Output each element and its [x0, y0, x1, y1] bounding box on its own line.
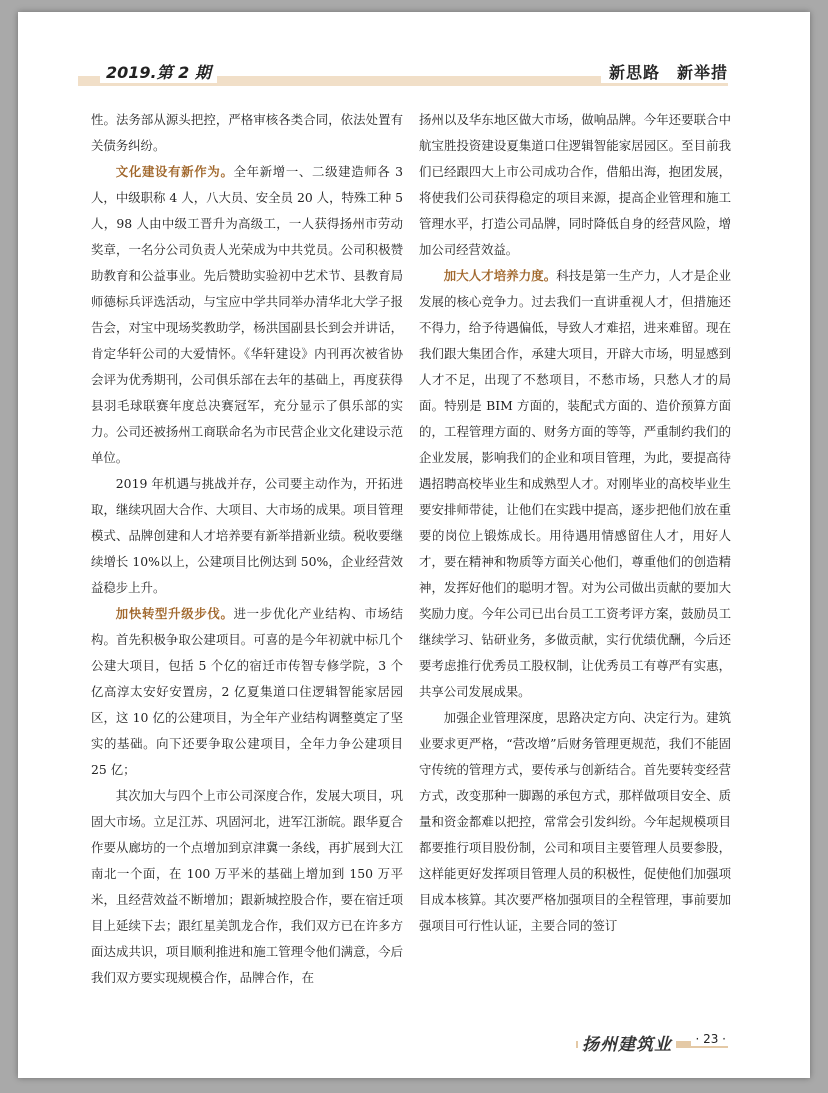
paragraph: [419, 263, 731, 705]
left-column: [91, 107, 403, 991]
issue-label: 2019.第 2 期: [100, 60, 217, 83]
paragraph: [91, 601, 403, 783]
paragraph-heading: 加大人才培养力度。: [443, 268, 557, 283]
paragraph-text: 科技是第一生产力，人才是企业发展的核心竞争力。过去我们一直讲重视人才，但措施还不得力，给予待遇偏低，导致人才难招，进来难留。现在我们跟大集团合作，承建大项目，开辟大市场，明显感到人才不足，出现了不愁项目，不愁市场，只愁人才的局面。特别是 BIM 方面的，装配式方面的、造价预算方面的，工程管理方面的、财务方面的等等，严重制约我们的企业发展，影响我们的企业和项目管理，为此，要提高待遇招聘高校毕业生和成熟型人才。对刚毕业的高校毕业生要安排师带徒，让他们在实践中提高，逐步把他们放在重要的岗位上锻炼成长。用待遇用情感留住人才，用好人才，要在精神和物质等方面关心他们，尊重他们的创造精神，发挥好他们的聪明才智。对为公司做出贡献的要加大奖励力度。今年公司已出台员工工资考评方案，鼓励员工继续学习、钻研业务，多做贡献，实行优绩优酬，今后还要考虑推行优秀员工股权制，让优秀员工有尊严有实惠，共享公司发展成果。: [419, 268, 732, 699]
paragraph-text: 全年新增一、二级建造师各 3 人，中级职称 4 人，八大员、安全员 20 人，特殊工种 5 人，98 人由中级工晋升为高级工，一人获得扬州市劳动奖章，一名分公司负责人光荣成为中共党员。公司积极赞助教育和公益事业。先后赞助实验初中艺术节、县教育局师德标兵评选活动，与宝应中学共同举办清华北大学子报告会，对宝中现场奖教助学，杨洪国副县长到会并讲话，肯定华轩公司的大爱情怀。《华轩建设》内刊再次被省协会评为优秀期刊，公司俱乐部在去年的基础上，再度获得县羽毛球联赛年度总决赛冠军，充分显示了俱乐部的实力。公司还被扬州工商联命名为市民营企业文化建设示范单位。: [91, 164, 404, 465]
paragraph-heading: 加快转型升级步伐。: [115, 606, 234, 621]
right-column: [419, 107, 731, 939]
page-number: · 23 ·: [691, 1032, 728, 1046]
paragraph: [419, 107, 731, 263]
paragraph: [91, 159, 403, 471]
paragraph-text: 扬州以及华东地区做大市场，做响品牌。今年还要联合中航宝胜投资建设夏集道口住逻辑智能家居园区。至目前我们已经跟四大上市公司成功合作，借船出海，抱团发展，将使我们公司获得稳定的项目来源，提高企业管理和施工管理水平，打造公司品牌，同时降低自身的经营风险，增加公司经营效益。: [419, 112, 731, 257]
magazine-logo: 扬州建筑业: [578, 1030, 676, 1055]
page-header: [78, 60, 728, 90]
paragraph-text: 性。法务部从源头把控，严格审核各类合同，依法处置有关债务纠纷。: [91, 112, 403, 153]
page-footer: [576, 1030, 728, 1055]
paragraph: [91, 471, 403, 601]
paragraph-text: 加强企业管理深度，思路决定方向、决定行为。建筑业要求更严格，“营改增”后财务管理更规范，我们不能固守传统的管理方式，要传承与创新结合。首先要转变经营方式，改变那种一脚踢的承包方式，那样做项目安全、质量和资金都难以把控，常常会引发纠纷。今年起规模项目都要推行项目股份制，公司和项目主要管理人员要参股，这样能更好发挥项目管理人员的积极性，促使他们加强项目成本核算。其次要严格加强项目的全程管理，事前要加强项目可行性认证，主要合同的签订: [419, 710, 731, 933]
paragraph: [91, 783, 403, 991]
paragraph: [91, 107, 403, 159]
section-title: 新思路 新举措: [601, 60, 728, 83]
paragraph: [419, 705, 731, 939]
paragraph-heading: 文化建设有新作为。: [115, 164, 234, 179]
paragraph-text: 其次加大与四个上市公司深度合作，发展大项目，巩固大市场。立足江苏、巩固河北，进军江浙皖。跟华夏合作要从廊坊的一个点增加到京津冀一条线，再扩展到大江南北一个面，在 100 万平米的基础上增加到 150 万平米，且经营效益不断增加；跟新城控股合作，要在宿迁项目上延续下去；跟红星美凯龙合作，我们双方已在许多方面达成共识，项目顺利推进和施工管理令他们满意，今后我们双方要实现规模合作，品牌合作，在: [91, 788, 403, 985]
paragraph-text: 2019 年机遇与挑战并存，公司要主动作为，开拓进取，继续巩固大合作、大项目、大市场的成果。项目管理模式、品牌创建和人才培养要有新举措新业绩。税收要继续增长 10%以上，公建项目比例达到 50%，企业经营效益稳步上升。: [91, 476, 403, 595]
paragraph-text: 进一步优化产业结构、市场结构。首先积极争取公建项目。可喜的是今年初就中标几个公建大项目，包括 5 个亿的宿迁市传智专修学院，3 个亿高淳太安好安置房，2 亿夏集道口住逻辑智能家居园区，这 10 亿的公建项目，为全年产业结构调整奠定了坚实的基础。向下还要争取公建项目，全年力争公建项目 25 亿；: [91, 606, 404, 777]
